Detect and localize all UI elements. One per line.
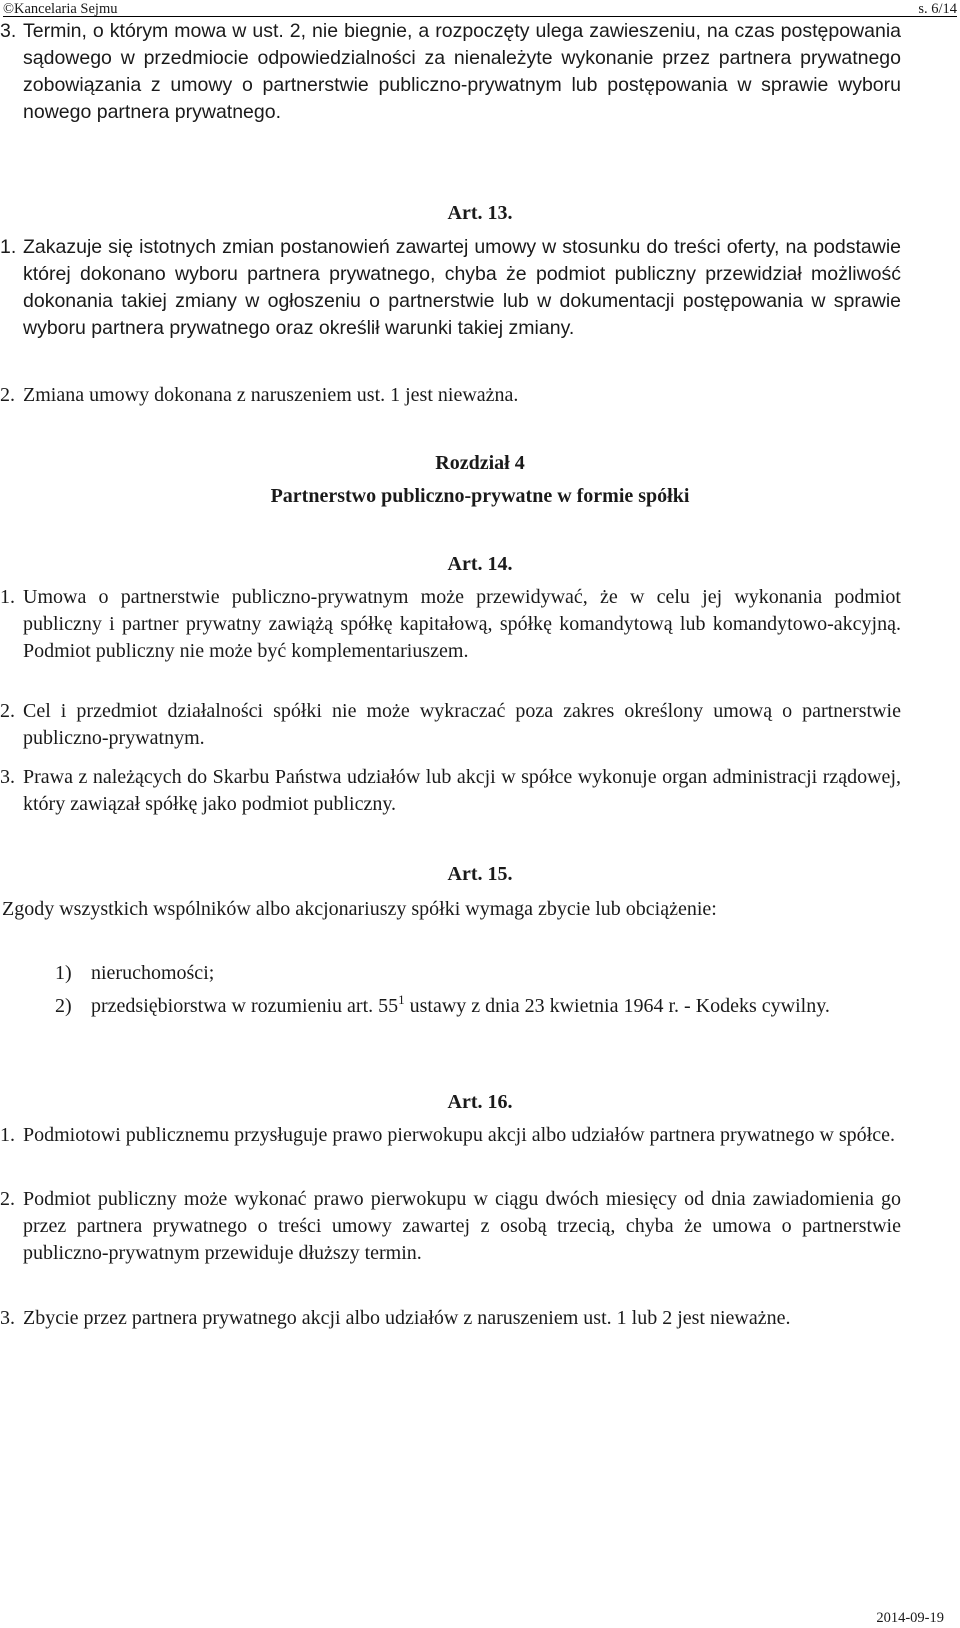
article-15-heading: Art. 15. xyxy=(447,863,513,885)
paragraph-number: 1. xyxy=(0,236,17,258)
chapter-title: Partnerstwo publiczno-prywatne w formie spółki xyxy=(270,485,690,507)
article-13-heading: Art. 13. xyxy=(447,202,513,224)
paragraph-text: Termin, o którym mowa w ust. 2, nie biegnie, a rozpoczęty ulega zawieszeniu, na czas postępowania sądowego w przedmiocie odpowiedzialności za nienależyte wykonanie przez partnera prywatnego zobowiązania z umowy o partnerstwie publiczno-prywatnym lub postępowania w sprawie wyboru nowego partnera prywatnego. xyxy=(23,20,901,123)
list-number: 2) xyxy=(55,995,72,1017)
art15-intro: Zgody wszystkich wspólników albo akcjonariuszy spółki wymaga zbycie lub obciążenie: xyxy=(2,898,717,920)
paragraph-text: Podmiotowi publicznemu przysługuje prawo pierwokupu akcji albo udziałów partnera prywatnego w spółce. xyxy=(23,1124,895,1146)
header-rule xyxy=(3,16,957,17)
paragraph-number: 2. xyxy=(0,1188,15,1210)
list-text xyxy=(91,993,903,1020)
paragraph-number: 2. xyxy=(0,384,15,406)
art14-paragraph-1 xyxy=(0,584,901,665)
paragraph-text: Zakazuje się istotnych zmian postanowień zawartej umowy w stosunku do treści oferty, na podstawie której dokonano wyboru partnera prywatnego, chyba że podmiot publiczny przewidział możliwość dokonania takiej zmiany w ogłoszeniu o partnerstwie lub w dokumentacji postępowania w sprawie wyboru partnera prywatnego oraz określił warunki takiej zmiany. xyxy=(23,236,901,339)
list-number: 1) xyxy=(55,962,72,984)
paragraph-number: 3. xyxy=(0,766,15,788)
list-text-part: ustawy z dnia 23 kwietnia 1964 r. - Kodeks cywilny. xyxy=(404,995,830,1017)
paragraph-text: Zmiana umowy dokonana z naruszeniem ust. 1 jest nieważna. xyxy=(23,384,519,406)
article-14-heading: Art. 14. xyxy=(447,553,513,575)
footer-date: 2014-09-19 xyxy=(876,1610,944,1626)
art16-paragraph-1 xyxy=(0,1122,901,1149)
paragraph-number: 1. xyxy=(0,586,15,608)
art14-paragraph-3 xyxy=(0,764,901,818)
paragraph-number: 3. xyxy=(0,1307,15,1329)
art16-paragraph-2 xyxy=(0,1186,901,1267)
art14-paragraph-2 xyxy=(0,698,901,752)
paragraph-text: Zbycie przez partnera prywatnego akcji albo udziałów z naruszeniem ust. 1 lub 2 jest nieważne. xyxy=(23,1307,791,1329)
art13-paragraph-2 xyxy=(0,382,901,409)
art13-paragraph-1 xyxy=(0,234,901,342)
paragraph-3 xyxy=(0,18,901,126)
art16-paragraph-3 xyxy=(0,1305,901,1332)
chapter-number: Rozdział 4 xyxy=(435,452,525,474)
paragraph-number: 2. xyxy=(0,700,15,722)
page-number: s. 6/14 xyxy=(918,1,957,17)
list-text: nieruchomości; xyxy=(91,962,215,984)
paragraph-text: Prawa z należących do Skarbu Państwa udziałów lub akcji w spółce wykonuje organ administracji rządowej, który zawiązał spółkę jako podmiot publiczny. xyxy=(23,766,901,815)
superscript: 1 xyxy=(398,992,405,1007)
paragraph-text: Umowa o partnerstwie publiczno-prywatnym może przewidywać, że w celu jej wykonania podmiot publiczny i partner prywatny zawiążą spółkę kapitałową, spółkę komandytową lub komandytowo-akcyjną. Podmiot publiczny nie może być komplementariuszem. xyxy=(23,586,901,662)
publisher-label: ©Kancelaria Sejmu xyxy=(3,1,118,17)
paragraph-number: 1. xyxy=(0,1124,15,1146)
paragraph-text: Podmiot publiczny może wykonać prawo pierwokupu w ciągu dwóch miesięcy od dnia zawiadomienia go przez partnera prywatnego o treści umowy zawartej z osobą trzecią, chyba że umowa o partnerstwie publiczno-prywatnym przewiduje dłuższy termin. xyxy=(23,1188,901,1264)
list-text-part: przedsiębiorstwa w rozumieniu art. 55 xyxy=(91,995,399,1017)
paragraph-number: 3. xyxy=(0,20,17,42)
paragraph-text: Cel i przedmiot działalności spółki nie może wykraczać poza zakres określony umową o partnerstwie publiczno-prywatnym. xyxy=(23,700,901,749)
article-16-heading: Art. 16. xyxy=(447,1091,513,1113)
page-header xyxy=(0,0,960,18)
